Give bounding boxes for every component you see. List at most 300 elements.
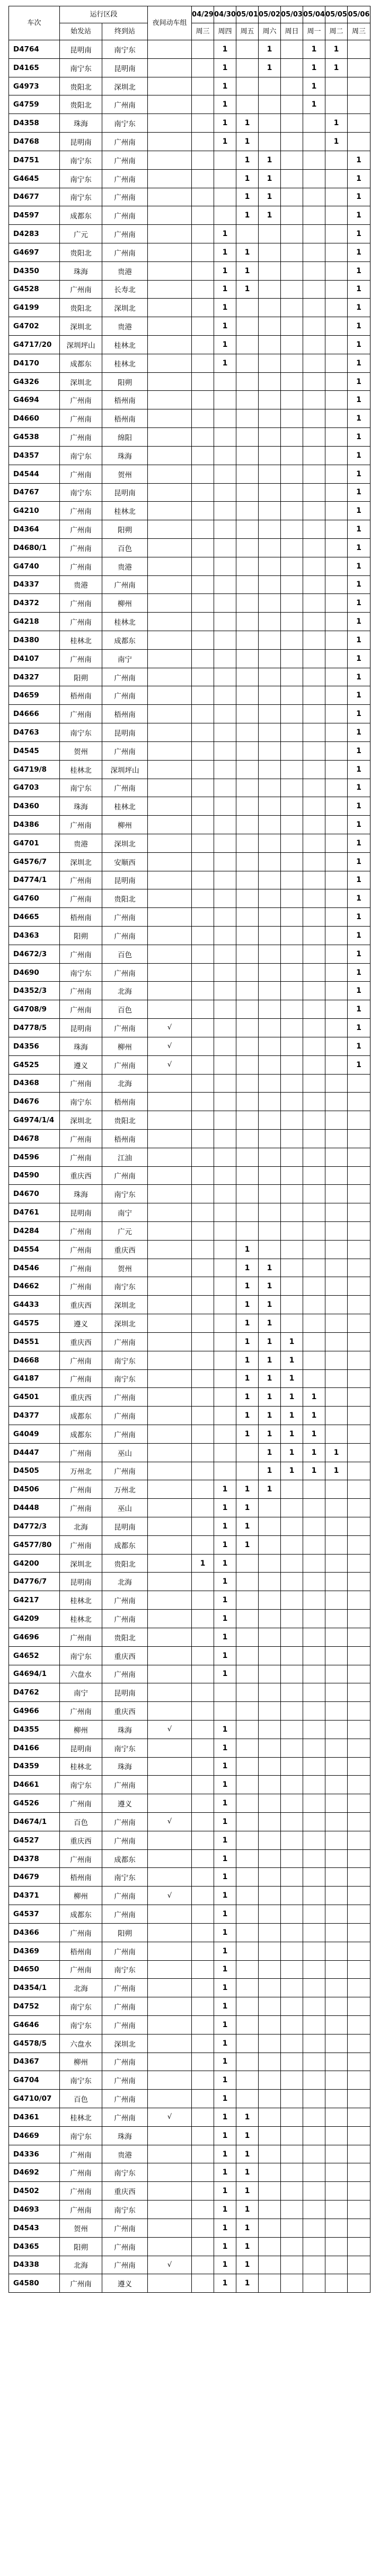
run-day-cell xyxy=(303,465,325,483)
train-number-cell: D4668 xyxy=(9,1351,60,1369)
overnight-check-cell xyxy=(148,1610,192,1628)
run-day-cell xyxy=(236,1443,259,1462)
origin-station-cell: 柳州 xyxy=(60,1720,102,1739)
train-number-cell: D4166 xyxy=(9,1739,60,1757)
run-day-cell xyxy=(303,391,325,409)
run-day-cell xyxy=(281,1037,303,1055)
run-day-cell xyxy=(303,188,325,206)
table-row xyxy=(9,1166,370,1185)
run-day-cell xyxy=(259,502,281,520)
run-day-cell xyxy=(192,465,214,483)
run-day-cell xyxy=(281,779,303,797)
terminal-station-cell: 广州南 xyxy=(102,1776,148,1794)
run-day-cell xyxy=(259,2108,281,2127)
run-day-cell xyxy=(303,317,325,336)
run-day-cell: 1 xyxy=(348,963,370,982)
run-day-cell xyxy=(281,1868,303,1887)
run-day-cell xyxy=(192,1573,214,1591)
run-day-cell xyxy=(303,649,325,668)
overnight-check-cell xyxy=(148,1591,192,1610)
train-number-cell: G4538 xyxy=(9,428,60,447)
run-day-cell: 1 xyxy=(236,261,259,280)
train-number-cell: D4352/3 xyxy=(9,982,60,1000)
run-day-cell: 1 xyxy=(236,188,259,206)
run-day-cell xyxy=(348,1610,370,1628)
run-day-cell xyxy=(259,1739,281,1757)
table-row xyxy=(9,188,370,206)
train-number-cell: G4702 xyxy=(9,317,60,336)
overnight-check-cell xyxy=(148,2126,192,2145)
overnight-check-cell xyxy=(148,1776,192,1794)
train-number-cell: D4660 xyxy=(9,409,60,428)
run-day-cell xyxy=(214,1037,236,1055)
header-date: 05/01 xyxy=(236,6,259,23)
run-day-cell xyxy=(259,1776,281,1794)
terminal-station-cell: 重庆西 xyxy=(102,1702,148,1721)
table-row xyxy=(9,520,370,539)
train-number-cell: G4694 xyxy=(9,391,60,409)
overnight-check-cell xyxy=(148,2034,192,2053)
run-day-cell xyxy=(214,409,236,428)
run-day-cell xyxy=(348,1683,370,1702)
run-day-cell xyxy=(281,1942,303,1960)
run-day-cell xyxy=(325,2034,348,2053)
terminal-station-cell: 贵港 xyxy=(102,317,148,336)
run-day-cell xyxy=(259,1813,281,1831)
train-number-cell: G4708/9 xyxy=(9,1000,60,1019)
run-day-cell: 1 xyxy=(348,261,370,280)
table-row xyxy=(9,1314,370,1333)
run-day-cell xyxy=(325,2163,348,2182)
run-day-cell xyxy=(192,1000,214,1019)
origin-station-cell: 南宁东 xyxy=(60,151,102,169)
origin-station-cell: 广州南 xyxy=(60,391,102,409)
run-day-cell xyxy=(236,945,259,963)
origin-station-cell: 南宁东 xyxy=(60,723,102,742)
run-day-cell xyxy=(325,372,348,391)
header-weekday: 周一 xyxy=(303,23,325,40)
run-day-cell xyxy=(236,1111,259,1130)
run-day-cell xyxy=(214,1314,236,1333)
run-day-cell xyxy=(325,1222,348,1241)
origin-station-cell: 桂林北 xyxy=(60,1591,102,1610)
run-day-cell: 1 xyxy=(348,206,370,225)
run-day-cell xyxy=(192,945,214,963)
run-day-cell xyxy=(192,557,214,575)
run-day-cell xyxy=(303,797,325,816)
run-day-cell xyxy=(192,2274,214,2293)
run-day-cell xyxy=(192,1425,214,1443)
train-number-cell: G4704 xyxy=(9,2071,60,2090)
header-date: 05/05 xyxy=(325,6,348,23)
terminal-station-cell: 安顺西 xyxy=(102,852,148,871)
run-day-cell: 1 xyxy=(214,280,236,299)
origin-station-cell: 广州南 xyxy=(60,1923,102,1942)
train-number-cell: G4501 xyxy=(9,1388,60,1407)
run-day-cell: 1 xyxy=(236,114,259,133)
overnight-check-cell xyxy=(148,686,192,705)
origin-station-cell: 广元 xyxy=(60,225,102,243)
run-day-cell xyxy=(281,834,303,852)
run-day-cell xyxy=(325,797,348,816)
run-day-cell xyxy=(214,982,236,1000)
header-date: 04/30 xyxy=(214,6,236,23)
run-day-cell xyxy=(348,1646,370,1665)
terminal-station-cell: 深圳北 xyxy=(102,77,148,95)
run-day-cell xyxy=(259,520,281,539)
run-day-cell xyxy=(325,2108,348,2127)
run-day-cell xyxy=(236,668,259,686)
run-day-cell xyxy=(259,2053,281,2071)
origin-station-cell: 南宁 xyxy=(60,1683,102,1702)
run-day-cell xyxy=(281,668,303,686)
origin-station-cell: 南宁东 xyxy=(60,1646,102,1665)
run-day-cell xyxy=(303,483,325,502)
terminal-station-cell: 广州南 xyxy=(102,2237,148,2256)
train-number-cell: G4710/07 xyxy=(9,2090,60,2108)
train-number-cell: D4372 xyxy=(9,594,60,613)
run-day-cell xyxy=(192,1739,214,1757)
run-day-cell xyxy=(348,1369,370,1388)
run-day-cell xyxy=(259,1997,281,2016)
run-day-cell: 1 xyxy=(348,1055,370,1074)
origin-station-cell: 广州南 xyxy=(60,1277,102,1296)
run-day-cell xyxy=(303,889,325,908)
run-day-cell: 1 xyxy=(348,594,370,613)
run-day-cell: 1 xyxy=(214,354,236,372)
run-day-cell xyxy=(281,77,303,95)
train-number-cell: D4505 xyxy=(9,1462,60,1480)
overnight-check-cell xyxy=(148,2274,192,2293)
run-day-cell xyxy=(214,483,236,502)
terminal-station-cell: 百色 xyxy=(102,945,148,963)
run-day-cell xyxy=(192,520,214,539)
run-day-cell: 1 xyxy=(214,1942,236,1960)
run-day-cell xyxy=(192,502,214,520)
run-day-cell xyxy=(259,133,281,151)
run-day-cell xyxy=(236,77,259,95)
run-day-cell: 1 xyxy=(214,1905,236,1924)
run-day-cell: 1 xyxy=(348,741,370,760)
train-number-cell: G4433 xyxy=(9,1296,60,1314)
run-day-cell: 1 xyxy=(348,779,370,797)
run-day-cell xyxy=(325,1093,348,1111)
train-number-cell: D4284 xyxy=(9,1222,60,1241)
run-day-cell: 1 xyxy=(214,299,236,317)
table-row xyxy=(9,1776,370,1794)
run-day-cell: 1 xyxy=(348,483,370,502)
run-day-cell xyxy=(236,520,259,539)
run-day-cell xyxy=(236,1074,259,1093)
run-day-cell xyxy=(214,963,236,982)
run-day-cell xyxy=(303,1480,325,1499)
train-number-cell: G4577/80 xyxy=(9,1535,60,1554)
overnight-check-cell xyxy=(148,354,192,372)
run-day-cell xyxy=(325,1997,348,2016)
run-day-cell xyxy=(236,1166,259,1185)
overnight-check-cell xyxy=(148,760,192,779)
train-number-cell: D4666 xyxy=(9,705,60,723)
train-number-cell: G4525 xyxy=(9,1055,60,1074)
run-day-cell xyxy=(281,1517,303,1536)
origin-station-cell: 广州南 xyxy=(60,1369,102,1388)
run-day-cell xyxy=(192,299,214,317)
train-number-cell: G4645 xyxy=(9,169,60,188)
run-day-cell xyxy=(325,391,348,409)
overnight-check-cell xyxy=(148,502,192,520)
origin-station-cell: 广州南 xyxy=(60,2274,102,2293)
run-day-cell xyxy=(259,243,281,261)
run-day-cell xyxy=(192,1702,214,1721)
run-day-cell xyxy=(325,963,348,982)
run-day-cell xyxy=(214,871,236,889)
run-day-cell xyxy=(281,2182,303,2200)
train-number-cell: D4554 xyxy=(9,1240,60,1259)
run-day-cell: 1 xyxy=(259,1462,281,1480)
run-day-cell xyxy=(192,1148,214,1166)
run-day-cell xyxy=(259,1037,281,1055)
train-number-cell: D4338 xyxy=(9,2256,60,2274)
run-day-cell xyxy=(348,1868,370,1887)
run-day-cell: 1 xyxy=(236,2200,259,2219)
table-row xyxy=(9,1887,370,1905)
train-number-cell: D4543 xyxy=(9,2219,60,2237)
run-day-cell xyxy=(236,557,259,575)
train-number-cell: D4768 xyxy=(9,133,60,151)
run-day-cell xyxy=(214,1185,236,1203)
overnight-check-cell: √ xyxy=(148,1813,192,1831)
overnight-check-cell xyxy=(148,2053,192,2071)
run-day-cell xyxy=(236,1923,259,1942)
run-day-cell xyxy=(236,40,259,59)
run-day-cell: 1 xyxy=(303,1462,325,1480)
run-day-cell: 1 xyxy=(348,372,370,391)
run-day-cell xyxy=(348,1813,370,1831)
run-day-cell xyxy=(325,1868,348,1887)
overnight-check-cell xyxy=(148,927,192,945)
table-row xyxy=(9,58,370,77)
run-day-cell: 1 xyxy=(348,816,370,834)
run-day-cell xyxy=(325,95,348,114)
terminal-station-cell: 深圳北 xyxy=(102,1296,148,1314)
table-row xyxy=(9,2237,370,2256)
terminal-station-cell: 南宁 xyxy=(102,1203,148,1222)
table-row xyxy=(9,1665,370,1683)
run-day-cell xyxy=(192,1499,214,1517)
run-day-cell xyxy=(303,114,325,133)
run-day-cell xyxy=(325,1849,348,1868)
run-day-cell xyxy=(192,575,214,594)
train-number-cell: D4597 xyxy=(9,206,60,225)
run-day-cell xyxy=(281,2015,303,2034)
train-number-cell: D4676 xyxy=(9,1093,60,1111)
overnight-check-cell xyxy=(148,206,192,225)
overnight-check-cell xyxy=(148,2071,192,2090)
origin-station-cell: 广州南 xyxy=(60,2163,102,2182)
run-day-cell xyxy=(214,613,236,631)
run-day-cell xyxy=(192,613,214,631)
run-day-cell xyxy=(325,1628,348,1646)
origin-station-cell: 广州南 xyxy=(60,1443,102,1462)
train-number-cell: G4049 xyxy=(9,1425,60,1443)
run-day-cell xyxy=(259,465,281,483)
train-number-cell: G4200 xyxy=(9,1554,60,1573)
run-day-cell xyxy=(303,1683,325,1702)
origin-station-cell: 遵义 xyxy=(60,1314,102,1333)
run-day-cell xyxy=(214,557,236,575)
run-day-cell xyxy=(259,760,281,779)
run-day-cell xyxy=(281,206,303,225)
run-day-cell: 1 xyxy=(259,1388,281,1407)
run-day-cell xyxy=(192,1979,214,1997)
table-row xyxy=(9,1849,370,1868)
origin-station-cell: 广州南 xyxy=(60,945,102,963)
run-day-cell xyxy=(325,1683,348,1702)
table-row xyxy=(9,1535,370,1554)
terminal-station-cell: 广州南 xyxy=(102,1462,148,1480)
run-day-cell xyxy=(303,1813,325,1831)
run-day-cell xyxy=(303,1332,325,1351)
run-day-cell xyxy=(281,889,303,908)
origin-station-cell: 成都东 xyxy=(60,354,102,372)
run-day-cell: 1 xyxy=(236,280,259,299)
overnight-check-cell xyxy=(148,1000,192,1019)
run-day-cell xyxy=(259,1111,281,1130)
train-number-cell: G4974/1/4 xyxy=(9,1111,60,1130)
overnight-check-cell xyxy=(148,409,192,428)
terminal-station-cell: 广州南 xyxy=(102,908,148,927)
run-day-cell xyxy=(259,1646,281,1665)
overnight-check-cell xyxy=(148,1093,192,1111)
run-day-cell xyxy=(348,1849,370,1868)
run-day-cell xyxy=(325,1702,348,1721)
run-day-cell xyxy=(348,2256,370,2274)
run-day-cell xyxy=(236,1222,259,1241)
train-number-cell: D4546 xyxy=(9,1259,60,1277)
origin-station-cell: 深圳坪山 xyxy=(60,336,102,354)
overnight-check-cell xyxy=(148,816,192,834)
run-day-cell xyxy=(214,1111,236,1130)
run-day-cell xyxy=(281,391,303,409)
run-day-cell xyxy=(325,1517,348,1536)
terminal-station-cell: 万州北 xyxy=(102,1480,148,1499)
run-day-cell xyxy=(281,575,303,594)
origin-station-cell: 南宁东 xyxy=(60,58,102,77)
overnight-check-cell xyxy=(148,1554,192,1573)
run-day-cell xyxy=(214,594,236,613)
run-day-cell: 1 xyxy=(348,188,370,206)
run-day-cell: 1 xyxy=(214,2200,236,2219)
run-day-cell xyxy=(303,1203,325,1222)
run-day-cell xyxy=(236,299,259,317)
run-day-cell xyxy=(325,668,348,686)
run-day-cell xyxy=(303,133,325,151)
run-day-cell xyxy=(348,1887,370,1905)
overnight-check-cell xyxy=(148,1683,192,1702)
train-number-cell: D4366 xyxy=(9,1923,60,1942)
origin-station-cell: 柳州 xyxy=(60,1887,102,1905)
run-day-cell xyxy=(236,1831,259,1849)
run-day-cell xyxy=(192,1942,214,1960)
run-day-cell: 1 xyxy=(281,1443,303,1462)
train-number-cell: D4364 xyxy=(9,520,60,539)
run-day-cell xyxy=(281,1185,303,1203)
run-day-cell xyxy=(325,889,348,908)
train-number-cell: D4596 xyxy=(9,1148,60,1166)
run-day-cell xyxy=(325,1535,348,1554)
run-day-cell xyxy=(303,1628,325,1646)
table-row xyxy=(9,1369,370,1388)
run-day-cell xyxy=(348,133,370,151)
run-day-cell xyxy=(281,1979,303,1997)
run-day-cell xyxy=(281,945,303,963)
run-day-cell xyxy=(259,1831,281,1849)
overnight-check-cell xyxy=(148,261,192,280)
run-day-cell xyxy=(214,1093,236,1111)
terminal-station-cell: 梧州南 xyxy=(102,1129,148,1148)
run-day-cell xyxy=(236,1203,259,1222)
origin-station-cell: 广州南 xyxy=(60,1628,102,1646)
terminal-station-cell: 梧州南 xyxy=(102,409,148,428)
run-day-cell xyxy=(236,1997,259,2016)
origin-station-cell: 重庆西 xyxy=(60,1332,102,1351)
train-number-cell: D4350 xyxy=(9,261,60,280)
run-day-cell xyxy=(259,668,281,686)
terminal-station-cell: 柳州 xyxy=(102,1037,148,1055)
run-day-cell xyxy=(325,1665,348,1683)
table-row xyxy=(9,40,370,59)
run-day-cell: 1 xyxy=(259,1407,281,1425)
run-day-cell xyxy=(303,557,325,575)
run-day-cell xyxy=(281,58,303,77)
terminal-station-cell: 遵义 xyxy=(102,2274,148,2293)
run-day-cell xyxy=(214,741,236,760)
run-day-cell xyxy=(236,1720,259,1739)
table-row xyxy=(9,1868,370,1887)
run-day-cell xyxy=(303,538,325,557)
origin-station-cell: 广州南 xyxy=(60,594,102,613)
run-day-cell xyxy=(236,686,259,705)
run-day-cell xyxy=(192,1314,214,1333)
run-day-cell xyxy=(192,1813,214,1831)
run-day-cell xyxy=(281,1794,303,1813)
run-day-cell: 1 xyxy=(236,1240,259,1259)
terminal-station-cell: 南宁东 xyxy=(102,1351,148,1369)
terminal-station-cell: 梧州南 xyxy=(102,1093,148,1111)
origin-station-cell: 桂林北 xyxy=(60,631,102,650)
run-day-cell xyxy=(236,705,259,723)
run-day-cell xyxy=(281,1535,303,1554)
run-day-cell xyxy=(303,1794,325,1813)
run-day-cell xyxy=(303,1610,325,1628)
table-row xyxy=(9,2145,370,2163)
table-row xyxy=(9,465,370,483)
run-day-cell xyxy=(325,908,348,927)
run-day-cell xyxy=(259,613,281,631)
run-day-cell: 1 xyxy=(325,40,348,59)
terminal-station-cell: 广州南 xyxy=(102,1665,148,1683)
run-day-cell xyxy=(303,2145,325,2163)
terminal-station-cell: 贵港 xyxy=(102,2145,148,2163)
overnight-check-cell xyxy=(148,538,192,557)
run-day-cell xyxy=(259,95,281,114)
origin-station-cell: 广州南 xyxy=(60,1351,102,1369)
run-day-cell xyxy=(214,1259,236,1277)
table-row xyxy=(9,1055,370,1074)
run-day-cell xyxy=(325,1111,348,1130)
run-day-cell xyxy=(214,1702,236,1721)
run-day-cell xyxy=(192,261,214,280)
